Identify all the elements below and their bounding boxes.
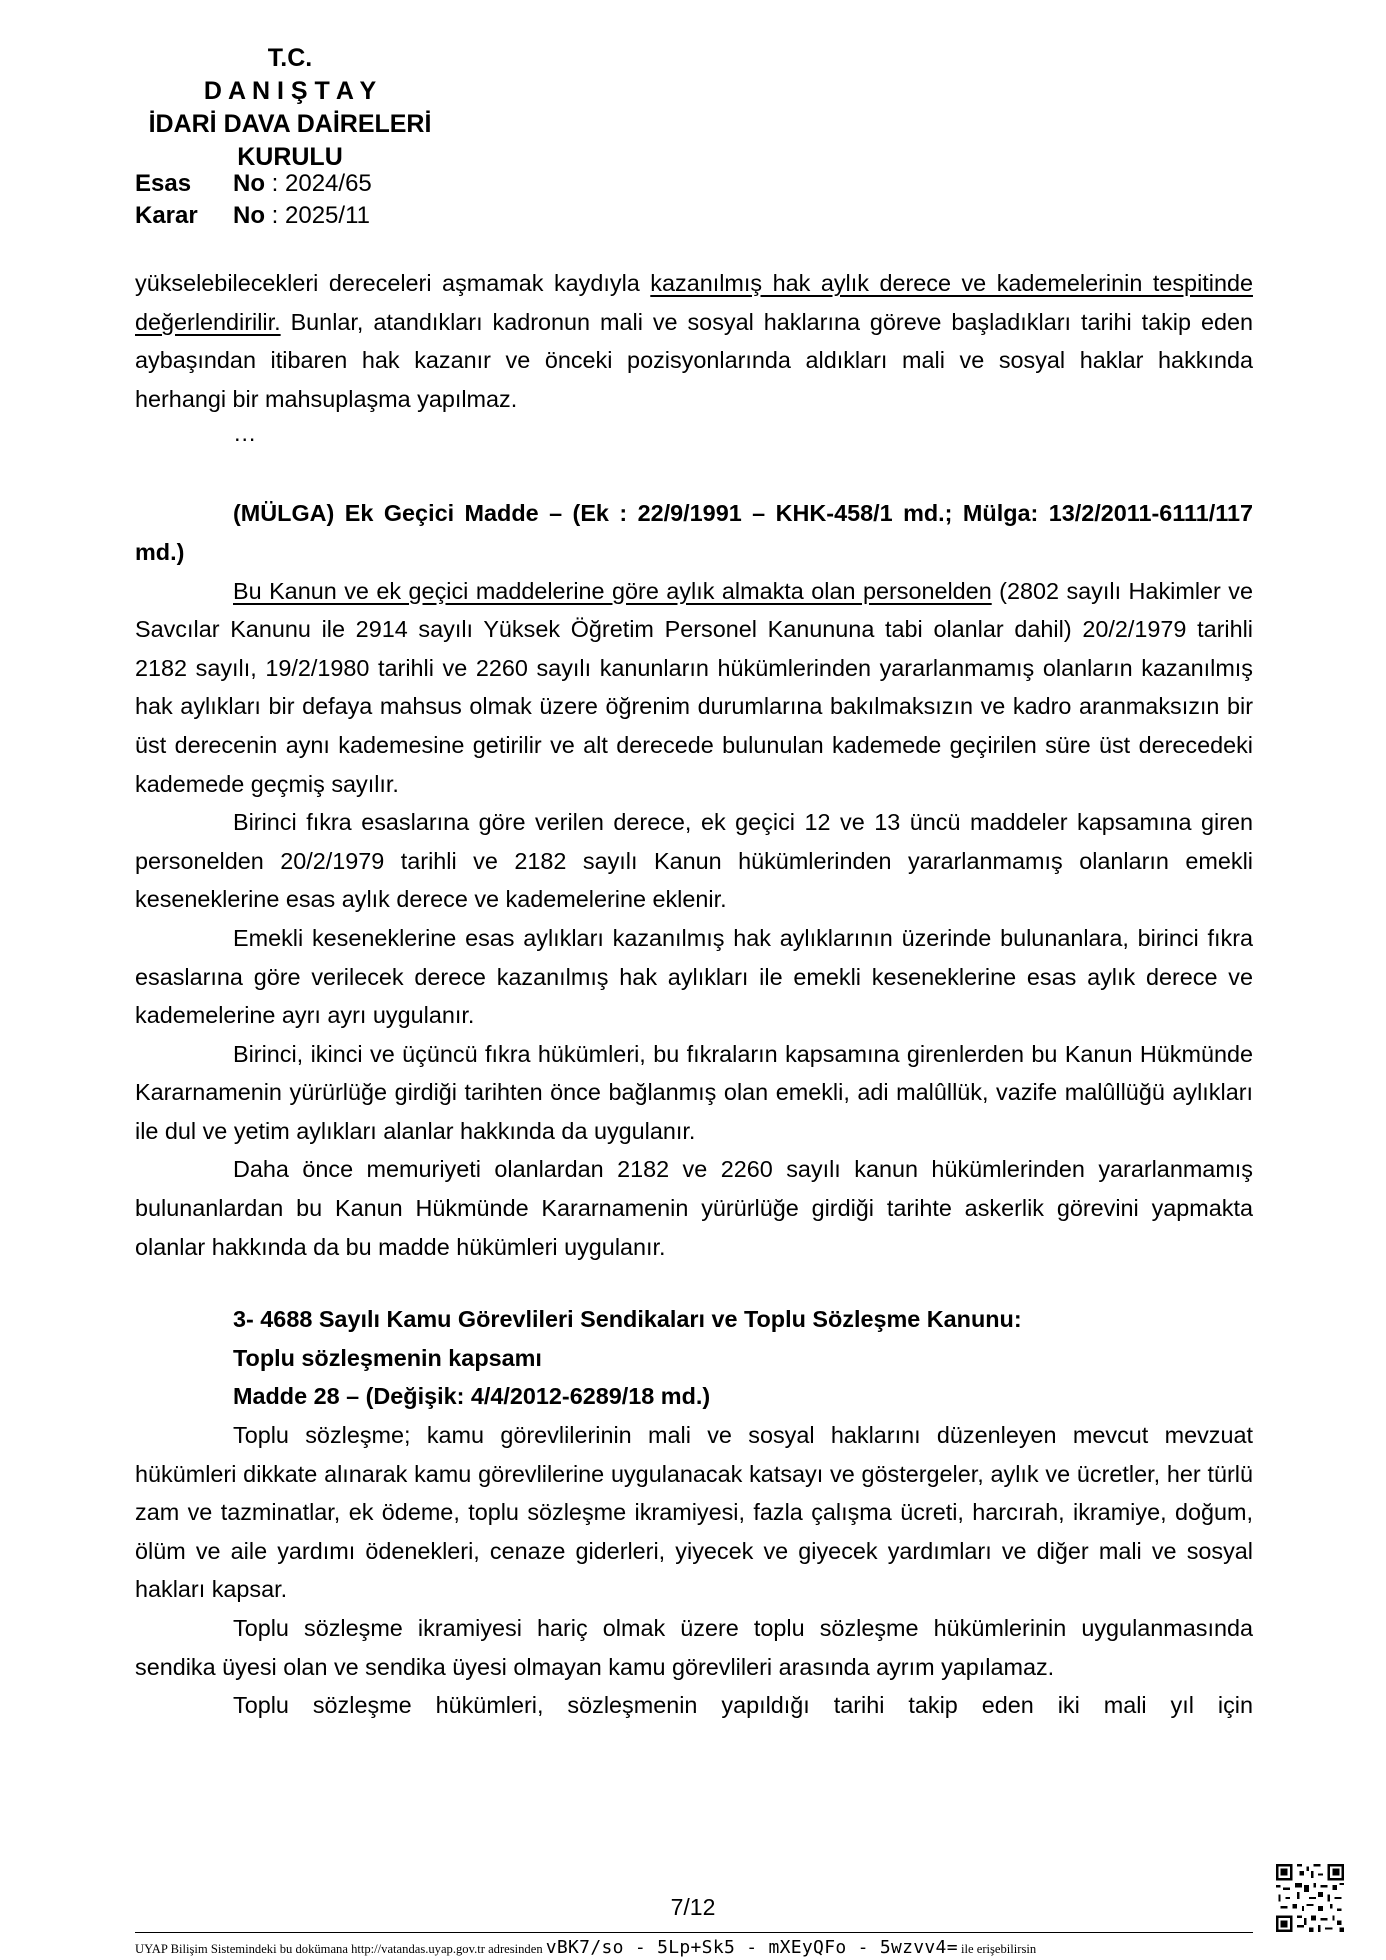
footer-divider [135, 1932, 1253, 1933]
paragraph-4: Emekli keseneklerine esas aylıkları kazanılmış hak aylıklarının üzerinde bulunanlara, birinci fıkra esaslarına göre verilecek derece kazanılmış hak aylıkları ile emekli keseneklerine esas aylık derece ve kademelerine ayrı ayrı uygulanır. [135, 924, 1253, 1029]
header-kurulu: KURULU [237, 143, 343, 171]
heading-mulga-ek-gecici-madde: (MÜLGA) Ek Geçici Madde – (Ek : 22/9/1991 – KHK-458/1 md.; Mülga: 13/2/2011-6111/117 md.) [135, 500, 1253, 565]
paragraph-1-underlined: kazanılmış hak aylık derece ve kademelerinin tespitinde değerlendirilir. [135, 270, 1253, 335]
footer-prefix: UYAP Bilişim Sistemindeki bu dokümana http://vatandas.uyap.gov.tr adresinden [135, 1942, 546, 1956]
paragraph-8: Toplu sözleşme ikramiyesi hariç olmak üzere toplu sözleşme hükümlerinin uygulanmasında sendika üyesi olan ve sendika üyesi olmayan kamu görevlileri arasında ayrım yapılamaz. [135, 1615, 1253, 1680]
karar-no-label: No [233, 202, 265, 229]
spacer [135, 1266, 1253, 1300]
paragraph-9: Toplu sözleşme hükümleri, sözleşmenin yapıldığı tarihi takip eden iki mali yıl için [233, 1692, 1253, 1719]
paragraph-1 [135, 264, 1253, 418]
paragraph-3: Birinci fıkra esaslarına göre verilen derece, ek geçici 12 ve 13 üncü maddeler kapsamına giren personelden 20/2/1979 tarihli ve 2182 sayılı Kanun hükümlerinden yararlanmamış olanların emekli keseneklerine esas aylık derece ve kademelerine eklenir. [135, 809, 1253, 913]
karar-value: : 2025/11 [271, 202, 370, 229]
heading-madde-28: Madde 28 – (Değişik: 4/4/2012-6289/18 md.) [233, 1383, 711, 1410]
spacer [135, 456, 1253, 494]
paragraph-1-text-a: yükselebilecekleri dereceleri aşmamak kaydıyla [135, 270, 651, 296]
heading-4688-kanun: 3- 4688 Sayılı Kamu Görevlileri Sendikaları ve Toplu Sözleşme Kanunu: [233, 1306, 1022, 1333]
paragraph-7: Toplu sözleşme; kamu görevlilerinin mali ve sosyal haklarını düzenleyen mevcut mevzuat hükümleri dikkate alınarak kamu görevlilerine uygulanacak katsayı ve göstergeler, aylık ve ücretler, her türlü zam ve tazminatlar, ek ödeme, toplu sözleşme ikramiyesi, fazla çalışma ücreti, harcırah, ikramiye, doğum, ölüm ve aile yardımı ödenekleri, cenaze giderleri, yiyecek ve giyecek yardımları ve diğer mali ve sosyal hakları kapsar. [135, 1422, 1253, 1603]
heading-toplu-sozlesme-kapsami: Toplu sözleşmenin kapsamı [233, 1344, 542, 1371]
header-tc: T.C. [267, 44, 313, 72]
paragraph-5: Birinci, ikinci ve üçüncü fıkra hükümleri, bu fıkraların kapsamına girenlerden bu Kanun Hükmünde Kararnamenin yürürlüğe girdiği tarihten önce bağlanmış olan emekli, adi malûllük, vazife malûllüğü aylıkları ile dul ve yetim aylıkları alanlar hakkında da uygulanır. [135, 1040, 1253, 1144]
paragraph-2 [135, 572, 1253, 804]
paragraph-6: Daha önce memuriyeti olanlardan 2182 ve 2260 sayılı kanun hükümlerinden yararlanmamış bulunanlardan bu Kanun Hükmünde Kararnamenin yürürlüğe girdiği tarihte askerlik görevini yapmakta olanlar hakkında da bu madde hükümleri uygulanır. [135, 1156, 1253, 1260]
document-body [135, 264, 1253, 1725]
header-idari-dava: İDARİ DAVA DAİRELERİ [148, 110, 432, 138]
footer-suffix: ile erişebilirsin [957, 1942, 1037, 1956]
paragraph-1-text-b: Bunlar, atandıkları kadronun mali ve sosyal haklarına göreve başladıkları tarihi takip eden aybaşından itibaren hak kazanır ve önceki pozisyonlarında aldıkları mali ve sosyal haklar hakkında herhangi bir mahsuplaşma yapılmaz. [135, 308, 1253, 412]
document-access-code: vBK7/so - 5Lp+Sk5 - mXEyQFo - 5wzvv4= [545, 1937, 958, 1958]
uyap-footer [135, 1938, 1253, 1959]
case-numbers [135, 168, 372, 232]
karar-row [135, 200, 372, 232]
esas-value: : 2024/65 [271, 170, 372, 197]
paragraph-2-text: (2802 sayılı Hakimler ve Savcılar Kanunu ile 2914 sayılı Yüksek Öğretim Personel Kanununa tabi olanlar dahil) 20/2/1979 tarihli 2182 sayılı, 19/2/1980 tarihli ve 2260 sayılı kanunların hükümlerinden yararlanmamış olanların kazanılmış hak aylıkları bir defaya mahsus olmak üzere öğrenim durumlarına bakılmaksızın ve kadro aranmaksızın bir üst derecenin aynı kademesine getirilir ve alt derecede bulunulan kademede geçirilen süre üst derecedeki kademede geçmiş sayılır. [135, 577, 1253, 797]
ellipsis: … [233, 420, 257, 447]
court-header [118, 42, 462, 174]
karar-label: Karar [135, 202, 198, 229]
esas-row [135, 168, 372, 200]
esas-no-label: No [233, 170, 265, 197]
qr-code-icon [1276, 1864, 1344, 1932]
page-number: 7/12 [670, 1894, 716, 1920]
header-danistay: D A N I Ş T A Y [203, 77, 377, 105]
esas-label: Esas [135, 170, 192, 197]
paragraph-2-underlined: Bu Kanun ve ek geçici maddelerine göre aylık almakta olan personelden [233, 577, 992, 604]
